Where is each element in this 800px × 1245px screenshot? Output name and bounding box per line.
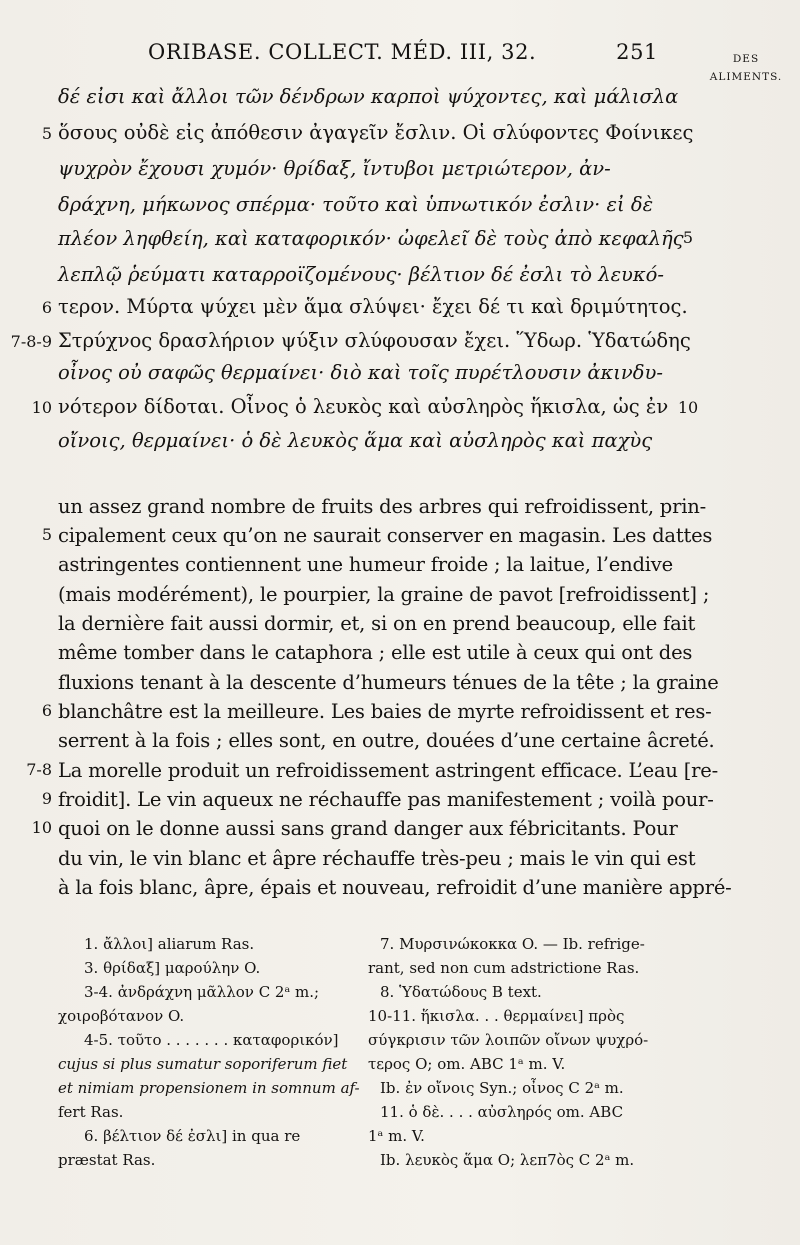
side-title-line-2: ALIMENTS. — [709, 71, 783, 83]
side-title-line-1: DES — [732, 53, 760, 65]
french-line: à la fois blanc, âpre, épais et nouveau, refroidit d’une manière appré- — [58, 876, 732, 899]
footnote-line: præstat Ras. — [58, 1151, 156, 1169]
footnote-line: 6. βέλτιον δέ ἐσλι] in qua re — [84, 1127, 301, 1145]
greek-line: νότερον δίδοται. Οἶνος ὁ λευκὸς καὶ αὐσληρὸς ἥκισλα, ὡς ἐν — [58, 395, 669, 418]
greek-line: δέ εἰσι καὶ ἄλλοι τῶν δένδρων καρποὶ ψύχοντες, καὶ μάλισλα — [58, 85, 679, 108]
french-margin-number: 6 — [41, 701, 52, 720]
greek-line: πλέον ληφθείη, καὶ καταφορικόν· ὠφελεῖ δὲ τοὺς ἀπὸ κεφαλῆς — [58, 227, 684, 250]
greek-line: ψυχρὸν ἔχουσι χυμόν· θρίδαξ, ἴντυβοι μετριώτερον, ἀν- — [58, 157, 611, 180]
french-line: cipalement ceux qu’on ne saurait conserver en magasin. Les dattes — [58, 524, 713, 547]
french-line: un assez grand nombre de fruits des arbres qui refroidissent, prin- — [58, 495, 707, 518]
footnote-line: Ib. λευκὸς ἅμα O; λεπ7ὸς C 2ᵃ m. — [380, 1151, 635, 1169]
french-line: fluxions tenant à la descente d’humeurs ténues de la tête ; la graine — [58, 671, 719, 694]
greek-margin-number-right: 10 — [677, 398, 699, 417]
greek-margin-number: 7-8-9 — [10, 332, 52, 351]
footnote-line: 3. θρίδαξ] μαρούλην O. — [84, 959, 261, 977]
footnote-line: σύγκρισιν τῶν λοιπῶν οἴνων ψυχρό- — [368, 1031, 649, 1049]
footnote-line: 8. Ὑδατώδους B text. — [380, 983, 542, 1001]
french-line: du vin, le vin blanc et âpre réchauffe très-peu ; mais le vin qui est — [58, 847, 696, 870]
footnote-line: 11. ὁ δὲ. . . . αὐσληρός om. ABC — [380, 1103, 624, 1121]
greek-margin-number: 6 — [41, 298, 52, 317]
french-line: (mais modérément), le pourpier, la graine de pavot [refroidissent] ; — [58, 583, 710, 606]
footnote-line: τερος O; om. ABC 1ᵃ m. V. — [368, 1055, 566, 1073]
footnote-line: 3-4. ἀνδράχνη μᾶλλον C 2ᵃ m.; — [84, 983, 320, 1001]
french-line: la dernière fait aussi dormir, et, si on en prend beaucoup, elle fait — [58, 612, 696, 635]
french-margin-number: 9 — [41, 789, 52, 808]
french-line: froidit]. Le vin aqueux ne réchauffe pas manifestement ; voilà pour- — [58, 788, 714, 811]
greek-margin-number: 10 — [31, 398, 52, 417]
greek-line: ὅσους οὐδὲ εἰς ἀπόθεσιν ἀγαγεῖν ἔσλιν. Οἱ σλύφοντες Φοίνικες — [58, 121, 694, 144]
side-title — [700, 50, 792, 86]
footnotes-right-column — [368, 932, 668, 1172]
french-line: astringentes contiennent une humeur froide ; la laitue, l’endive — [58, 553, 673, 576]
footnote-line: rant, sed non cum adstrictione Ras. — [368, 959, 640, 977]
greek-margin-number-right: 5 — [682, 228, 694, 247]
footnotes-left-column — [58, 932, 360, 1172]
footnote-line: 10-11. ἥκισλα. . . θερμαίνει] πρὸς — [368, 1007, 625, 1025]
footnote-line: fert Ras. — [58, 1103, 124, 1121]
running-header — [148, 40, 658, 64]
french-line: quoi on le donne aussi sans grand danger aux fébricitants. Pour — [58, 817, 678, 840]
french-margin-number: 5 — [41, 525, 52, 544]
footnote-line: et nimiam propensionem in somnum af- — [58, 1079, 360, 1097]
french-margin-number: 7-8 — [26, 760, 52, 779]
french-line: même tomber dans le cataphora ; elle est utile à ceux qui ont des — [58, 641, 693, 664]
footnote-line: 1. ἄλλοι] aliarum Ras. — [84, 935, 255, 953]
footnote-line: χοιροβότανον O. — [58, 1007, 185, 1025]
footnote-line: 7. Μυρσινώκοκκα O. — Ib. refrige- — [380, 935, 645, 953]
greek-line: λεπλῷ ῥεύματι καταρροϊζομένους· βέλτιον δέ ἐσλι τὸ λευκό- — [58, 263, 665, 286]
greek-line: δράχνη, μήκωνος σπέρμα· τοῦτο καὶ ὑπνωτικόν ἐσλιν· εἰ δὲ — [58, 193, 654, 216]
french-line: serrent à la fois ; elles sont, en outre, douées d’une certaine âcreté. — [58, 729, 715, 752]
french-margin-number: 10 — [31, 818, 52, 837]
greek-margin-number: 5 — [41, 124, 52, 143]
footnote-line: Ib. ἐν οἴνοις Syn.; οἶνος C 2ᵃ m. — [380, 1079, 624, 1097]
greek-line: τερον. Μύρτα ψύχει μὲν ἅμα σλύψει· ἔχει δέ τι καὶ δριμύτητος. — [58, 295, 688, 318]
greek-line: οἶνος οὐ σαφῶς θερμαίνει· διὸ καὶ τοῖς πυρέτλουσιν ἀκινδυ- — [58, 361, 663, 384]
footnote-line: 1ᵃ m. V. — [368, 1127, 425, 1145]
greek-line: Στρύχνος δρασλήριον ψύξιν σλύφουσαν ἔχει. Ὕδωρ. Ὑδατώδης — [58, 329, 691, 352]
footnote-line: 4-5. τοῦτο . . . . . . . καταφορικόν] — [84, 1031, 339, 1049]
running-title: ORIBASE. COLLECT. MÉD. III, 32. — [148, 40, 537, 64]
french-line: blanchâtre est la meilleure. Les baies de myrte refroidissent et res- — [58, 700, 712, 723]
page-number: 251 — [616, 40, 658, 64]
footnote-line: cujus si plus sumatur soporiferum fiet — [58, 1055, 348, 1073]
french-line: La morelle produit un refroidissement astringent efficace. L’eau [re- — [58, 759, 718, 782]
greek-line: οἴνοις, θερμαίνει· ὁ δὲ λευκὸς ἅμα καὶ αὐσληρὸς καὶ παχὺς — [58, 429, 653, 452]
